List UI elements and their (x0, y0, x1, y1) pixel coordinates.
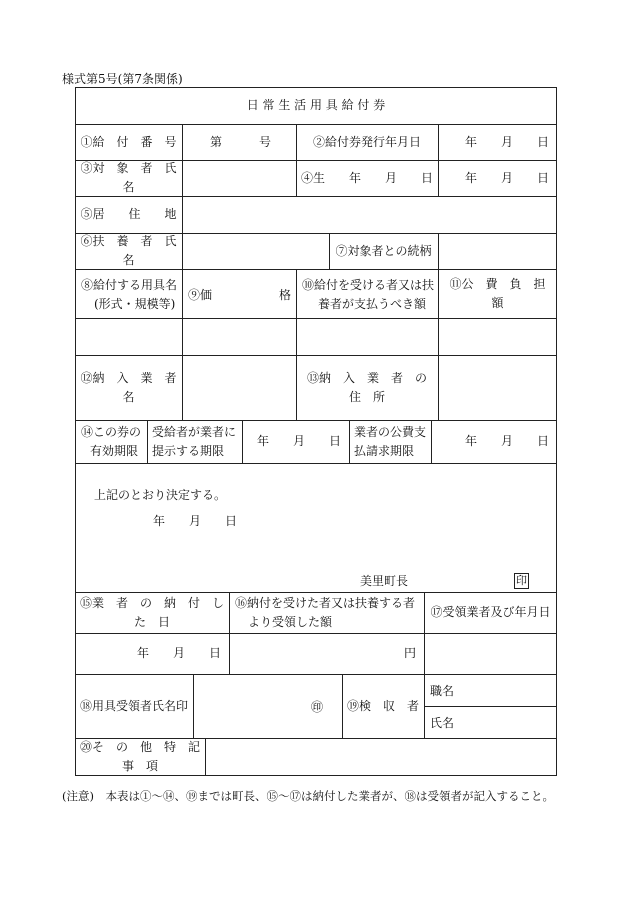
inspector-job-title-label: 職名 (430, 684, 455, 698)
birth-date-value: 年 月 日 (464, 170, 549, 185)
inspector-name-label: 氏名 (430, 716, 455, 730)
item-name-label-line2: (形式・規模等) (94, 297, 176, 311)
receiving-supplier-label: ⑰受領業者及び年月日 (430, 605, 551, 619)
supplier-name-label: ⑫納 入 業 者 名 (80, 370, 189, 404)
received-amount-label-line1: ⑯納付を受けた者又は扶養する者 (235, 596, 416, 610)
public-burden-label: ⑪公 費 負 担 額 (449, 276, 558, 310)
form-title: 日 常 生 活 用 具 給 付 券 (246, 98, 386, 112)
price-label: ⑨価 (188, 288, 213, 302)
voucher-number-label: ①給 付 番 号 (80, 134, 177, 149)
item-name-label-line1: ⑧給付する用具名 (81, 278, 178, 292)
relationship-label: ⑦対象者との続柄 (335, 243, 432, 258)
issue-date-label: ②給付券発行年月日 (312, 134, 421, 149)
equipment-receiver-label: ⑱用具受領者氏名印 (79, 698, 188, 713)
birth-date-label: ④生 年 月 日 (300, 170, 433, 185)
price-label-end: 格 (279, 288, 292, 302)
inspector-label: ⑲検 収 者 (346, 698, 419, 713)
presentation-deadline-line1: 受給者が業者に (152, 425, 237, 439)
claim-deadline-line2: 払請求期限 (354, 444, 415, 458)
decision-text: 上記のとおり決定する。 (94, 488, 227, 502)
supplier-address-label: ⑬納 入 業 者 の 住 所 (306, 370, 440, 404)
claim-deadline-line1: 業者の公費支 (354, 425, 427, 439)
presentation-deadline-date: 年 月 日 (256, 434, 341, 448)
claim-deadline-date: 年 月 日 (464, 434, 549, 448)
special-notes-label: ⑳そ の 他 特 記 事 項 (79, 740, 213, 773)
address-label: ⑤居 住 地 (80, 207, 177, 221)
presentation-deadline-line2: 提示する期限 (152, 444, 225, 458)
guardian-name-label: ⑥扶 養 者 氏 名 (80, 234, 189, 267)
voucher-number-suffix: 号 (259, 135, 272, 149)
footnote: (注意) 本表は①～⑭、⑲までは町長、⑮～⑰は納付した業者が、⑱は受領者が記入すること。 (62, 789, 554, 803)
mayor-seal-mark: 印 (516, 574, 527, 587)
recipient-name-label: ③対 象 者 氏 名 (80, 161, 189, 194)
validity-label-line1: ⑭この券の (81, 425, 142, 439)
mayor-title: 美里町長 (360, 574, 409, 588)
voucher-number-prefix: 第 (210, 135, 223, 149)
validity-label-line2: 有効期限 (90, 444, 139, 458)
issue-date-value: 年 月 日 (464, 134, 549, 149)
received-amount-yen: 円 (403, 646, 416, 660)
received-amount-label-line2: より受領した額 (248, 615, 333, 629)
payment-amount-label-line1: ⑩給付を受ける者又は扶 (302, 278, 435, 292)
delivery-date-value: 年 月 日 (136, 646, 221, 660)
form-number-label: 様式第5号(第7条関係) (62, 72, 183, 86)
delivery-date-label: ⑮業 者 の 納 付 し た 日 (79, 595, 237, 629)
decision-date: 年 月 日 (153, 514, 238, 528)
receiver-seal-mark: ㊞ (311, 700, 324, 714)
payment-amount-label-line2: 養者が支払うべき額 (318, 297, 427, 311)
